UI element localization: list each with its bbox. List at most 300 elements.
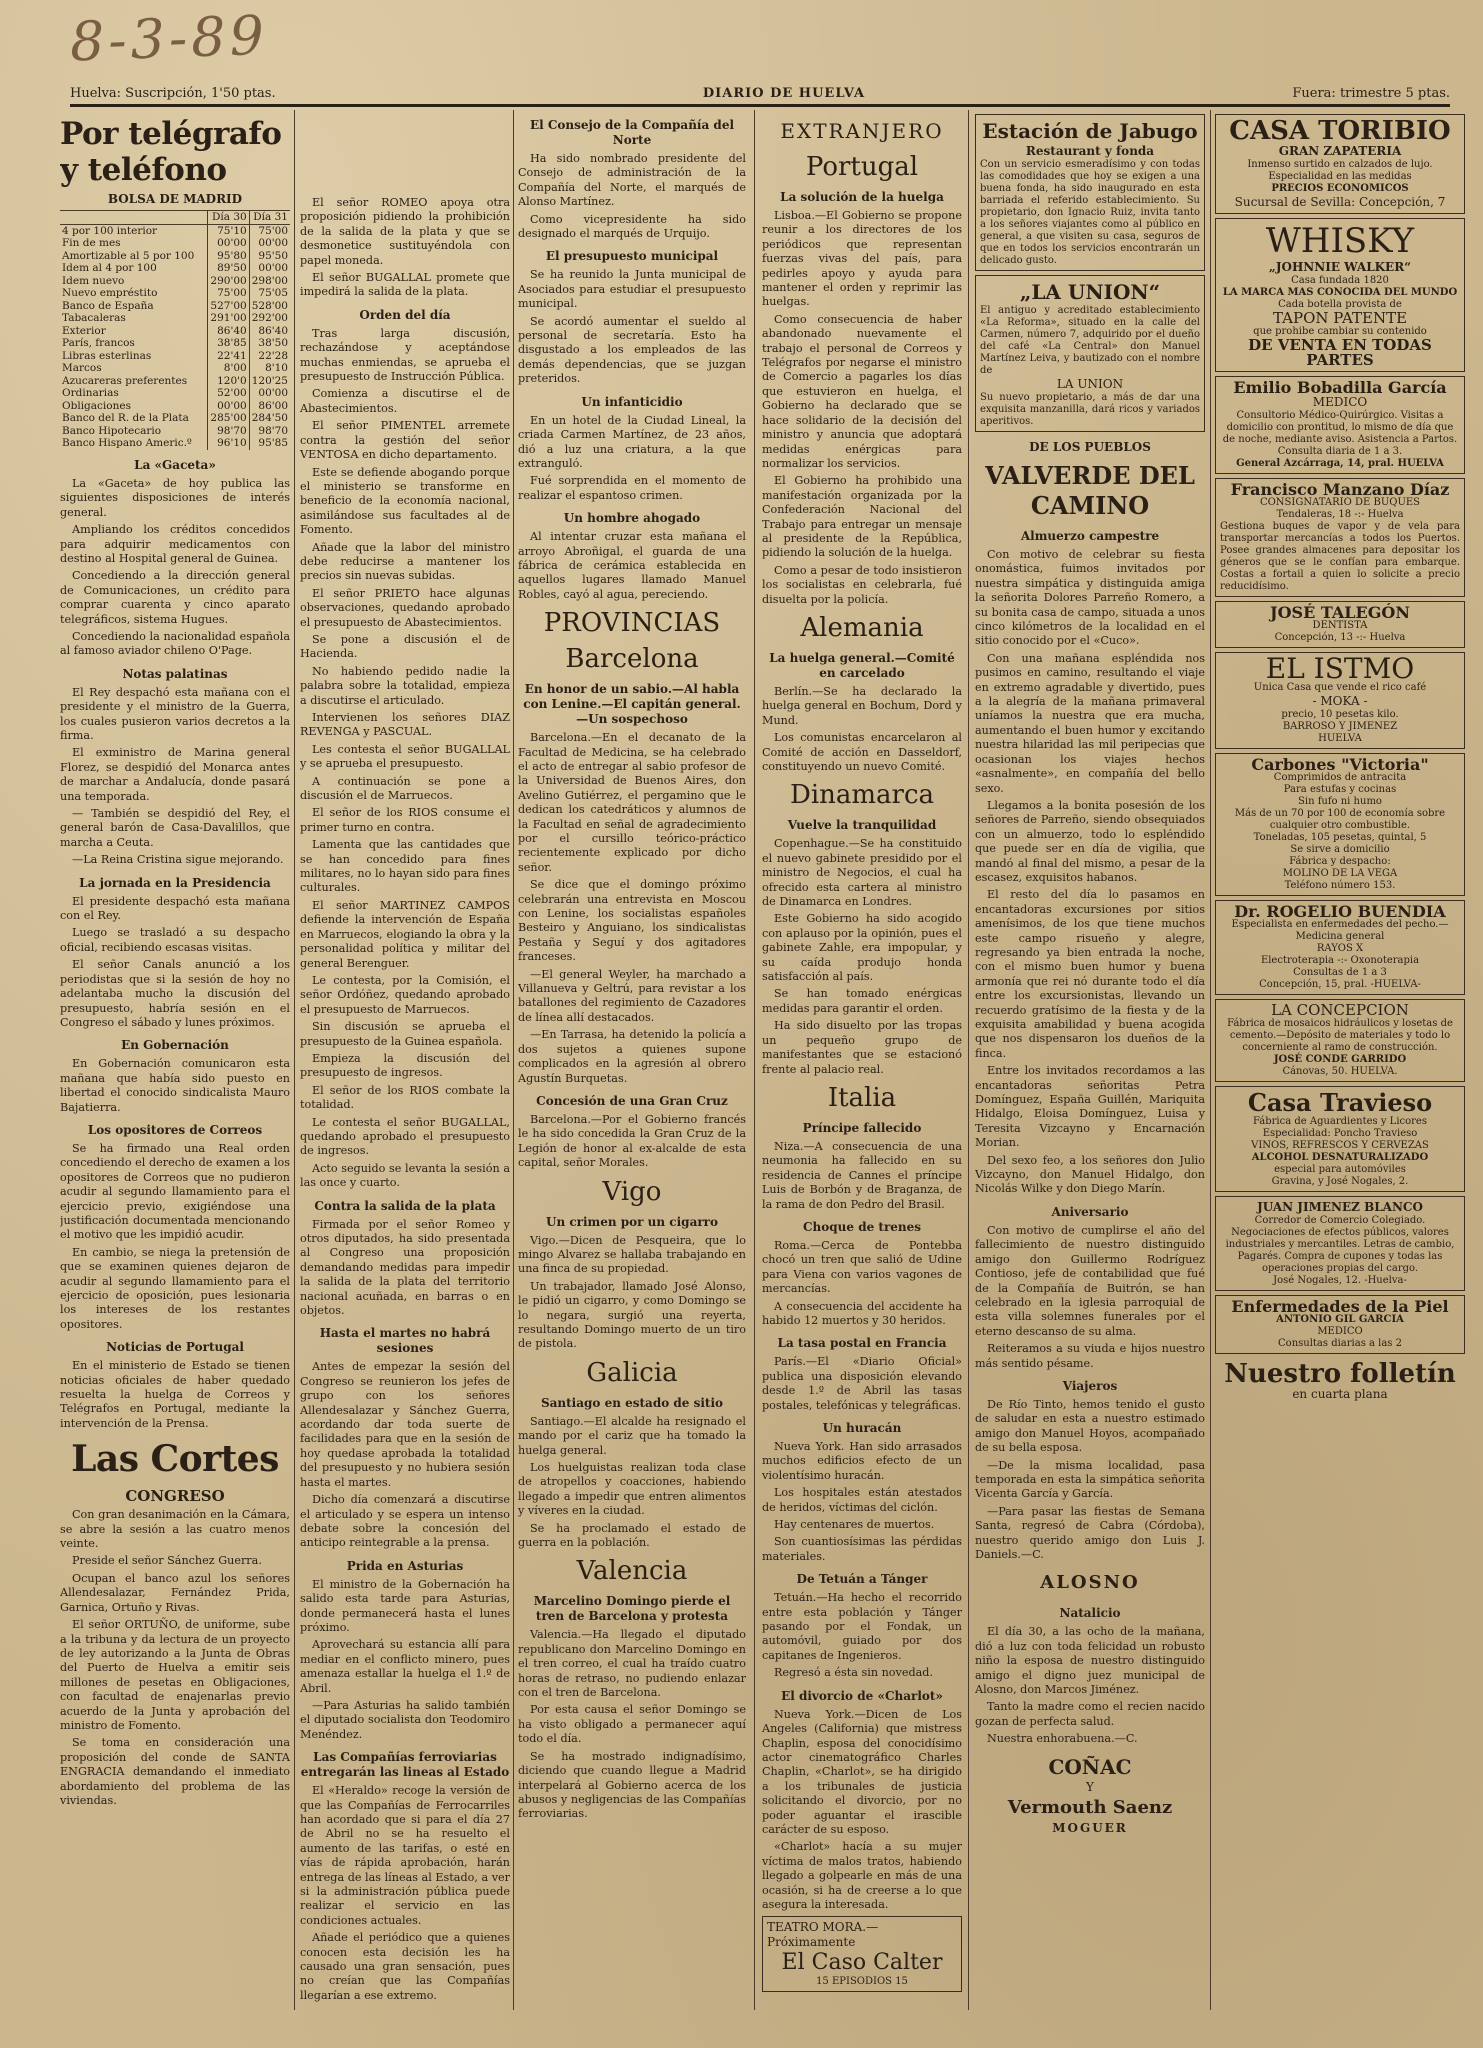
paragraph: El señor MARTINEZ CAMPOS defiende la intervención de España en Marruecos, elogiando la obra y la personalidad política y militar del general Berenguer.: [300, 898, 510, 970]
bolsa-value-cell: 528'00: [249, 300, 290, 313]
masthead-title: DIARIO DE HUELVA: [702, 85, 866, 101]
paragraph: El señor Canals anunció a los periodistas que si la sesión de hoy no adelantaba mucho la discusión del presupuesto, habría sesión en el Congreso el sábado y lunes próximos.: [60, 958, 290, 1029]
section-portugal: Portugal: [805, 152, 919, 182]
paragraph: La «Gaceta» de hoy publica las siguientes disposiciones de interés general.: [60, 476, 290, 519]
paragraph: Ha sido disuelto por las tropas un pequeño grupo de manifestantes que se estacionó frente al palacio real.: [762, 1019, 962, 1076]
paragraph: El señor de los RIOS consume el primer turno en contra.: [300, 806, 510, 834]
headline-cortes: Las Cortes: [71, 1438, 279, 1481]
ad-manzano: [1215, 478, 1465, 597]
bolsa-row: [60, 325, 290, 338]
paragraph: Del sexo feo, a los señores don Julio Vizcayno, don Manuel Hidalgo, don Nicolás Wilke y don Diego Marín.: [975, 1153, 1205, 1196]
paragraph: Firmada por el señor Romeo y otros diputados, ha sido presentada al Congreso una proposición demandando medidas para impedir la salida de la plata del territorio nacional acuñada, en barras o en objetos.: [300, 1217, 510, 1318]
ad-el-istmo: [1215, 652, 1465, 749]
bolsa-value-cell: 8'00: [208, 362, 249, 375]
bolsa-value-cell: 284'50: [249, 412, 290, 425]
ad-carbones-text: Toneladas, 105 pesetas, quintal, 5: [1253, 832, 1427, 843]
ad-travieso-alcohol: ALCOHOL DESNATURALIZADO: [1251, 1152, 1429, 1163]
paragraph: El presidente despachó esta mañana con el Rey.: [60, 894, 290, 923]
bolsa-label-cell: Banco Hipotecario: [62, 424, 162, 437]
column-rule: [513, 110, 514, 2010]
ad-conac-line4: MOGUER: [1052, 1820, 1128, 1835]
bolsa-label-cell: París, francos: [62, 337, 135, 350]
ad-whisky: [1215, 218, 1465, 372]
heading-comite: La huelga general.—Comité en carcelado: [769, 650, 955, 680]
paragraph: El exministro de Marina general Florez, se despidió del Monarca antes de marchar a Andalucía, donde pasará una temporada.: [60, 746, 290, 803]
ad-whisky-text2: Cada botella provista de: [1278, 299, 1402, 310]
paragraph: Se ha firmado una Real orden concediendo el derecho de examen a los opositores de Correos que no pudieron acudir al segundo llamamiento para el ejercicio previo, exigiéndose una justificación documentada mencionando el motivo que les impidió acudir.: [60, 1141, 290, 1242]
handwritten-annotation: 8-3-89: [68, 3, 269, 74]
ad-piel-cons: Consultas diarias a las 2: [1278, 1338, 1402, 1349]
bolsa-value-cell: 291'00: [208, 312, 249, 325]
ad-casa-toribio: [1215, 114, 1465, 214]
bolsa-value-cell: 298'00: [249, 275, 290, 288]
heading-viajeros: Viajeros: [1062, 1378, 1118, 1393]
paragraph: Valencia.—Ha llegado el diputado republicano don Marcelino Domingo en el tren correo, el cual ha traído cuatro horas de retraso, no pudiendo enlazar con el tren de Barcelona.: [518, 1628, 746, 1700]
paragraph: —El general Weyler, ha marchado a Villanueva y Geltrú, para revistar a los batallones del regimiento de Cazadores de línea allí destacados.: [518, 967, 746, 1024]
bolsa-value-cell: 75'00: [208, 287, 249, 300]
ad-talegon: [1215, 601, 1465, 648]
bolsa-label-cell: 4 por 100 interior: [62, 224, 158, 237]
ad-whisky-title: WHISKY: [1265, 221, 1415, 261]
heading-gran-cruz: Concesión de una Gran Cruz: [536, 1093, 728, 1108]
ad-concepcion-address: Cánovas, 50. HUELVA.: [1282, 1066, 1398, 1077]
folletin-sub: en cuarta plana: [1292, 1387, 1388, 1401]
heading-portugal-news: Noticias de Portugal: [106, 1340, 244, 1355]
paragraph: Copenhague.—Se ha constituido el nuevo gabinete presidido por el ministro de Negocios, el cual ha ofrecido esta cartera al ministro de Dinamarca en Londres.: [762, 837, 962, 909]
ad-carbones-text: Se sirve a domicilio: [1290, 844, 1390, 855]
ad-toribio-sub: GRAN ZAPATERIA: [1278, 144, 1402, 158]
paragraph: Un trabajador, llamado José Alonso, le pidió un cigarro, y como Domingo se lo negara, surgió una reyerta, resultando Domingo muerto de un tiro de pistola.: [518, 1279, 746, 1351]
paragraph: Este se defiende abogando porque el ministerio se transforme en beneficio de la economía nacional, asimilándose sus facultades al de Fomento.: [300, 465, 510, 537]
bolsa-value-cell: 75'00: [249, 224, 290, 237]
ad-buendia-name: Dr. ROGELIO BUENDIA: [1234, 902, 1446, 921]
heading-orden-dia: Orden del día: [359, 307, 451, 322]
bolsa-row: [60, 275, 290, 288]
heading-huracan: Un huracán: [822, 1421, 902, 1435]
paragraph: Nueva York.—Dicen de Los Angeles (California) que mistress Chaplin, esposa del conocidísimo actor cinematográfico Charles Chaplin, «Charlot», se ha dirigido a los tribunales de justicia solicitando el divorcio, por no poder aguantar el irascible carácter de su esposo.: [762, 1707, 962, 1836]
column-3: [518, 110, 746, 2020]
ad-jabugo-text: Con un servicio esmeradísimo y con todas las comodidades que hoy se exigen a una buena fonda, ha sido inaugurado en esta barriada el referido establecimiento. Su propietario, don Ignacio Ruiz, invita tanto a los señores viajantes como al público en general, a que visiten su casa, seguros de que en todos los servicios encontrarán un delicado gusto.: [980, 159, 1200, 266]
ad-manzano-name: Francisco Manzano Díaz: [1230, 480, 1450, 499]
bolsa-value-cell: 86'40: [249, 325, 290, 338]
heading-ahogado: Un hombre ahogado: [563, 511, 701, 526]
bolsa-header-row: [60, 211, 290, 225]
paragraph: Barcelona.—En el decanato de la Facultad de Medicina, se ha celebrado el acto de entregar al sabio profesor de la Universidad de Buenos Aires, don Avelino Gutiérrez, el pergamino que le dedican los catedráticos y alumnos de la Facultad en señal de agradecimiento por el cursillo teórico-práctico recientemente explicado por dicho señor.: [518, 731, 746, 874]
bolsa-row: [60, 425, 290, 438]
paragraph: Este Gobierno ha sido acogido con aplauso por la opinión, pues el gabinete Zahle, era impopular, y su caída produjo honda satisfacción al país.: [762, 912, 962, 984]
ad-toribio-sucursal: Sucursal de Sevilla: Concepción, 7: [1234, 195, 1446, 209]
paragraph: Preside el señor Sánchez Guerra.: [72, 1554, 262, 1568]
bolsa-value-cell: 38'50: [249, 337, 290, 350]
column-5: [975, 110, 1205, 2020]
bolsa-value-cell: 00'00: [208, 400, 249, 413]
paragraph: Nueva York. Han sido arrasados muchos edificios efecto de un violentísimo huracán.: [762, 1440, 962, 1482]
heading-martes: Hasta el martes no habrá sesiones: [319, 1326, 491, 1356]
bolsa-row: [60, 400, 290, 413]
bolsa-row: [60, 375, 290, 388]
ad-buendia-rayos: RAYOS X: [1316, 943, 1364, 954]
masthead: [70, 82, 1450, 107]
paragraph: En un hotel de la Ciudad Lineal, la criada Carmen Martínez, de 23 años, dió a luz una criatura, a la que extranguló.: [518, 413, 746, 470]
paragraph: París.—El «Diario Oficial» publica una disposición elevando desde 1.º de Abril las tasas postales, telefónicas y telegráficas.: [762, 1355, 962, 1412]
bolsa-label-cell: Libras esterlinas: [62, 349, 152, 362]
bolsa-value-cell: 527'00: [208, 300, 249, 313]
ad-toribio-precios: PRECIOS ECONOMICOS: [1271, 183, 1409, 194]
bolsa-label-cell: Idem al 4 por 100: [62, 262, 157, 275]
paragraph: El «Heraldo» recoge la versión de que las Compañías de Ferrocarriles han acordado que si para el día 27 de Abril no se ha resuelto el aumento de las tarifas, o esté en vías de rápida aprobación, harán entrega de las líneas al Estado, a ver si la administración pública puede realizar el servicio en las condiciones actuales.: [300, 1784, 510, 1927]
paragraph: Entre los invitados recordamos a las encantadoras señoritas Petra Domínguez, España Guillén, Mariquita Hidalgo, Eloisa Domínguez, Luisa y Teresita Vizcayno y Encarnación Morian.: [975, 1064, 1205, 1150]
heading-congreso: CONGRESO: [125, 1487, 225, 1506]
paragraph: Acto seguido se levanta la sesión a las once y cuarto.: [300, 1161, 510, 1190]
section-extranjero: EXTRANJERO: [780, 119, 944, 143]
heading-presidencia: La jornada en la Presidencia: [79, 875, 271, 890]
ad-jimenez-text: Corredor de Comercio Colegiado. Negociaciones de efectos públicos, valores industriales y mercantiles. Letras de cambio, Pagarés. Compra de cupones y todas las operaciones propias del cargo.: [1225, 1215, 1455, 1274]
section-alosno: ALOSNO: [1040, 1572, 1140, 1594]
ad-talegon-sub: DENTISTA: [1312, 620, 1368, 631]
ad-carbones-text: Comprimidos de antracita: [1273, 772, 1407, 783]
section-pueblos: DE LOS PUEBLOS: [1029, 440, 1151, 454]
ad-carbones-text: Para estufas y cocinas: [1283, 784, 1397, 795]
bolsa-label-cell: Exterior: [62, 324, 106, 337]
ad-conac: [975, 1751, 1205, 1839]
ad-jabugo: [975, 114, 1205, 271]
ad-toribio-text: Inmenso surtido en calzados de lujo. Especialidad en las medidas: [1247, 159, 1433, 182]
heading-natalicio: Natalicio: [1059, 1606, 1121, 1621]
paragraph: Se ha mostrado indignadísimo, diciendo que cuando llegue a Madrid interpelará al Gobierno acerca de los abusos y negligencias de las Compañías ferroviarias.: [518, 1749, 746, 1821]
paragraph: El señor ROMEO apoya otra proposición pidiendo la prohibición de la salida de la plata y que se desmonetice sustituyéndola con papel moneda.: [300, 196, 510, 267]
paragraph: —Para pasar las fiestas de Semana Santa, regresó de Cabra (Córdoba), nuestro querido amigo don Luis J. Daniels.—C.: [975, 1504, 1205, 1561]
paragraph: El día 30, a las ocho de la mañana, dió a luz con toda felicidad un robusto niño la esposa de nuestro distinguido amigo el digno juez municipal de Alosno, don Marcos Jiménez.: [975, 1625, 1205, 1697]
column-4: [762, 110, 962, 2020]
ad-istmo-text: Unica Casa que vende el rico café: [1253, 682, 1427, 693]
heading-sabio: En honor de un sabio.—Al habla con Lenine.—El capitán general.—Un sospechoso: [523, 682, 741, 727]
ad-piel-doctor: ANTONIO GIL GARCIA: [1276, 1314, 1404, 1325]
paragraph: Le contesta el señor BUGALLAL, quedando aprobado el presupuesto de ingresos.: [300, 1115, 510, 1158]
ad-travieso-name: Casa Travieso: [1247, 1088, 1433, 1117]
ad-teatro-title: El Caso Calter: [781, 1950, 943, 1976]
heading-tasa-postal: La tasa postal en Francia: [777, 1336, 947, 1351]
bolsa-value-cell: 292'00: [249, 312, 290, 325]
ad-carbones-text: Fábrica y despacho:: [1289, 856, 1391, 867]
headline-telegrafo: Por telégrafo y teléfono: [60, 116, 282, 188]
ad-bobadilla-text: Consultorio Médico-Quirúrgico. Visitas a domicilio con prontitud, lo mismo de día que de noche, mediante aviso. Asistencia a Partos. Consulta diaria de 1 a 3.: [1222, 410, 1458, 457]
column-2: [300, 110, 510, 2020]
paragraph: Con motivo de celebrar su fiesta onomástica, fuimos invitados por nuestra simpática y distinguida amiga la señorita Dolores Parreño Romero, a su bonita casa de campo, situada a unos cinco kilómetros de la localidad en el sitio conocido por el «Cuco».: [975, 548, 1205, 648]
ad-teatro-mora: [762, 1916, 962, 1992]
paragraph: Se han tomado enérgicas medidas para garantir el orden.: [762, 987, 962, 1015]
ad-whisky-brand: „JOHNNIE WALKER“: [1268, 260, 1412, 274]
paragraph: Se ha reunido la Junta municipal de Asociados para estudiar el presupuesto municipal.: [518, 268, 746, 311]
ad-teatro-label: TEATRO MORA.—Próximamente: [767, 1920, 879, 1950]
bolsa-row: [60, 412, 290, 425]
bolsa-value-cell: 52'00: [208, 387, 249, 400]
bolsa-value-cell: 96'10: [208, 437, 249, 450]
heading-presupuesto-municipal: El presupuesto municipal: [545, 249, 719, 264]
section-provincias: PROVINCIAS: [543, 608, 721, 639]
ad-buendia-address: Concepción, 15, pral. -HUELVA-: [1259, 979, 1421, 990]
ad-carbones-text: Más de un 70 por 100 de economía sobre cualquier otro combustible.: [1234, 808, 1446, 831]
ad-conac-line2: Y: [1086, 1779, 1094, 1794]
ad-la-union: [975, 275, 1205, 432]
ad-toribio-name: CASA TORIBIO: [1229, 116, 1451, 146]
bolsa-value-cell: 98'70: [249, 425, 290, 438]
bolsa-label-cell: Banco del R. de la Plata: [62, 412, 189, 425]
ad-manzano-text: Gestiona buques de vapor y de vela para transportar mercancías a todos los Puertos. Posee grandes almacenes para depositar los géneros que se le confían para embarque. Costas a fortail a quien lo solicite a precio reducidísimo.: [1220, 521, 1460, 592]
heading-principe: Príncipe fallecido: [802, 1120, 922, 1135]
bolsa-label-cell: Ordinarias: [62, 387, 119, 400]
bolsa-label-cell: Amortizable al 5 por 100: [62, 249, 195, 262]
ad-manzano-sub: CONSIGNATARIO DE BUQUES: [1259, 497, 1421, 508]
ad-istmo-owner: BARROSO Y JIMENEZ: [1282, 721, 1398, 732]
ad-carbones-text: Teléfono número 153.: [1284, 880, 1396, 891]
paragraph: Tetuán.—Ha hecho el recorrido entre esta población y Tánger pasando por el Fondak, un automóvil, guiado por dos capitanes de Ingenieros.: [762, 1591, 962, 1662]
paragraph: Ampliando los créditos concedidos para adquirir medicamentos con destino al Hospital general de Guinea.: [60, 523, 290, 565]
paragraph: Lisboa.—El Gobierno se propone reunir a los directores de los periódicos que representan fuerzas vivas del país, para pedirles apoyo y ayuda para mantener el orden y reprimir las huelgas.: [762, 209, 962, 309]
ad-carbones: [1215, 753, 1465, 896]
ad-whisky-text1: LA MARCA MAS CONOCIDA DEL MUNDO: [1222, 287, 1458, 298]
bolsa-value-cell: 22'28: [249, 350, 290, 363]
bolsa-value-cell: 120'0: [208, 375, 249, 388]
bolsa-row: [60, 387, 290, 400]
heading-almuerzo: Almuerzo campestre: [1020, 529, 1160, 543]
bolsa-row: [60, 362, 290, 375]
heading-huelga: La solución de la huelga: [780, 190, 944, 204]
ad-union-text: El antiguo y acreditado establecimiento «La Reforma», situado en la calle del Carmen, número 7, adquirido por el dueño del café «La Central» don Manuel Martínez Leiva, y bautizado con el nombre de: [980, 305, 1200, 376]
heading-ferroviarias: Las Compañías ferroviarias entregarán las lineas al Estado: [300, 1750, 510, 1780]
ad-buendia-elec: Electroterapia -:- Oxonoterapia: [1260, 955, 1420, 966]
paragraph: Tanto la madre como el recien nacido gozan de perfecta salud.: [975, 1700, 1205, 1728]
bolsa-value-cell: 89'50: [208, 262, 249, 275]
bolsa-value-cell: 95'50: [249, 250, 290, 263]
paragraph: Por esta causa el señor Domingo se ha visto obligado a permanecer aquí todo el día.: [518, 1703, 746, 1746]
paragraph: En cambio, se niega la pretensión de que se examinen quienes dejaron de acudir al segundo llamamiento para el ejercicio de oposición, pues lesionaria los intereses de los restantes opositores.: [60, 1245, 290, 1331]
ad-la-concepcion: [1215, 999, 1465, 1082]
bolsa-value-cell: 285'00: [208, 412, 249, 425]
paragraph: El Rey despachó esta mañana con el presidente y el ministro de la Guerra, los cuales pusieron varios decretos a la firma.: [60, 685, 290, 742]
bolsa-title: BOLSA DE MADRID: [107, 192, 243, 206]
bolsa-value-cell: 38'85: [208, 337, 249, 350]
ad-manzano-address: Tendaleras, 18 -:- Huelva: [1276, 509, 1404, 520]
bolsa-header-cell: [60, 211, 208, 225]
paragraph: Nuestra enhorabuena.—C.: [987, 1732, 1138, 1746]
paragraph: El señor ORTUÑO, de uniforme, sube a la tribuna y da lectura de un proyecto de ley autorizando a la Junta de Obras del Puerto de Huelva a emitir seis millones de pesetas en Obligaciones, con facultad de enajenarlas previo acuerdo de la Junta y aprobación del ministro de Fomento.: [60, 1618, 290, 1732]
paragraph: Lamenta que las cantidades que se han concedido para fines militares, no lo hayan sido para fines culturales.: [300, 838, 510, 895]
paragraph: Roma.—Cerca de Pontebba chocó un tren que salió de Udine para Viena con varios vagones de mercancías.: [762, 1238, 962, 1296]
ad-buendia-cons: Consultas de 1 a 3: [1293, 967, 1387, 978]
ad-travieso-address: Gravina, y José Nogales, 2.: [1271, 1176, 1409, 1187]
paragraph: Como vicepresidente ha sido designado el marqués de Urquijo.: [518, 212, 746, 241]
paragraph: Sin discusión se aprueba el presupuesto de la Guinea española.: [300, 1020, 510, 1048]
paragraph: Como consecuencia de haber abandonado nuevamente el trabajo el personal de Correos y Telégrafos por negarse el ministro de Comercio a pagarles los días que estuvieron en huelga, el Gobierno ha declarado que se hace solidario de la decisión del ministro y anuncia que adoptará medidas enérgicas para normalizar los servicios.: [762, 312, 962, 470]
paragraph: Intervienen los señores DIAZ REVENGA y PASCUAL.: [300, 711, 510, 739]
bolsa-row: [60, 237, 290, 250]
section-galicia: Galicia: [586, 1357, 678, 1388]
ad-bobadilla-name: Emilio Bobadilla García: [1233, 378, 1447, 397]
bolsa-value-cell: 00'00: [249, 387, 290, 400]
paragraph: Se ha proclamado el estado de guerra en la población.: [518, 1521, 746, 1550]
paragraph: Concediendo la nacionalidad española al famoso aviador chileno O'Page.: [60, 629, 290, 658]
paragraph: —En Tarrasa, ha detenido la policía a dos sujetos a quienes supone complicados en la agresión al obrero Agustín Burquetas.: [518, 1028, 746, 1085]
paragraph: Antes de empezar la sesión del Congreso se reunieron los jefes de grupo con los señores Allendesalazar y Sánchez Guerra, acordando dar toda suerte de facilidades para que en la sesión de hoy quedase aprobada la totalidad del presupuesto y no hubiera sesión hasta el martes.: [300, 1360, 510, 1489]
section-valverde: VALVERDE DEL CAMINO: [985, 461, 1195, 520]
bolsa-label-cell: Marcos: [62, 362, 102, 375]
paragraph: A continuación se pone a discusión el de Marruecos.: [300, 774, 510, 803]
paragraph: — También se despidió del Rey, el general barón de Casa-Davalillos, que marcha a Ceuta.: [60, 807, 290, 849]
paragraph: Les contesta el señor BUGALLAL y se aprueba el presupuesto.: [300, 742, 510, 771]
section-italia: Italia: [827, 1082, 897, 1113]
paragraph: En el ministerio de Estado se tienen noticias oficiales de haber quedado resuelta la huelga de Correos y Telégrafos en Portugal, mediante la intervención de la Prensa.: [60, 1359, 290, 1430]
heading-consejo-norte: El Consejo de la Compañía del Norte: [529, 118, 735, 147]
bolsa-value-cell: 98'70: [208, 425, 249, 438]
bolsa-value-cell: 00'00: [249, 262, 290, 275]
paragraph: Dicho día comenzará a discutirse el articulado y se espera un intenso debate sobre la concesión del anticipo reintegrable a la prensa.: [300, 1493, 510, 1550]
paragraph: Aprovechará su estancia allí para mediar en el conflicto minero, pues amenaza estallar la huelga el 1.º de Abril.: [300, 1638, 510, 1695]
bolsa-value-cell: 95'85: [249, 437, 290, 450]
paragraph: Fué sorprendida en el momento de realizar el espantoso crimen.: [518, 474, 746, 502]
paragraph: Luego se trasladó a su despacho oficial, recibiendo escasas visitas.: [60, 926, 290, 954]
ad-concepcion-name: LA CONCEPCION: [1271, 1001, 1409, 1019]
heading-notas-palatinas: Notas palatinas: [122, 666, 228, 681]
heading-estado-sitio: Santiago en estado de sitio: [540, 1395, 724, 1410]
heading-opositores: Los opositores de Correos: [87, 1122, 263, 1137]
paragraph: Al intentar cruzar esta mañana el arroyo Abroñigal, el guarda de una fábrica de cerámica establecida en aquellos lugares llamado Manuel Robles, cayó al agua, pereciendo.: [518, 530, 746, 601]
column-rule: [754, 110, 755, 2010]
ad-jabugo-title: Estación de Jabugo: [982, 119, 1198, 143]
heading-cigarro: Un crimen por un cigarro: [546, 1214, 718, 1229]
bolsa-value-cell: 120'25: [249, 375, 290, 388]
bolsa-label-cell: Banco de España: [62, 299, 154, 312]
paragraph: El señor BUGALLAL promete que impedirá la salida de la plata.: [300, 271, 510, 299]
bolsa-value-cell: 75'10: [208, 224, 249, 237]
paragraph: —Para Asturias ha salido también el diputado socialista don Teodomiro Menéndez.: [300, 1698, 510, 1741]
paragraph: De Río Tinto, hemos tenido el gusto de saludar en esta a nuestro estimado amigo don Manuel Hoyos, acompañado de su bella esposa.: [975, 1397, 1205, 1455]
paragraph: El Gobierno ha prohibido una manifestación organizada por la Confederación Nacional del Trabajo para entregar un mensaje al presidente de la República, pidiendo la solución de la huelga.: [762, 474, 962, 560]
paragraph: A consecuencia del accidente ha habido 12 muertos y 30 heridos.: [762, 1299, 962, 1327]
bolsa-label-cell: Nuevo empréstito: [62, 287, 158, 300]
ad-piel-title: Enfermedades de la Piel: [1231, 1297, 1449, 1316]
bolsa-row: [60, 300, 290, 313]
paragraph: Añade el periódico que a quienes conocen esta decisión les ha causado una gran sensación, pues no creían que las Compañías llegarían a ese extremo.: [300, 1931, 510, 2002]
ad-concepcion-text: Fábrica de mosaicos hidráulicos y losetas de cemento.—Depósito de materiales y todo lo concerniente al ramo de construcción.: [1227, 1018, 1453, 1053]
paragraph: En Gobernación comunicaron esta mañana que había sido puesto en libertad el conocido sindicalista Mauro Bajatierra.: [60, 1057, 290, 1114]
paragraph: Llegamos a la bonita posesión de los señores de Parreño, siendo obsequiados con un almuerzo, todo lo espléndido que puede ser en día de vigilia, que mandó al final del mismo, a pesar de la escasez, exquisitos habanos.: [975, 798, 1205, 884]
paragraph: Concediendo a la dirección general de Comunicaciones, un crédito para comprar cuarenta y cinco aparato telegráficos, sistema Hugues.: [60, 569, 290, 626]
paragraph: Son cuantiosísimas las pérdidas materiales.: [762, 1535, 962, 1563]
paragraph: —La Reina Cristina sigue mejorando.: [72, 853, 284, 867]
bolsa-value-cell: 290'00: [208, 275, 249, 288]
ad-whisky-text3: que prohibe cambiar su contenido: [1253, 326, 1427, 337]
ad-union-title: „LA UNION“: [1019, 280, 1161, 304]
bolsa-header-cell: Día 31: [249, 211, 290, 225]
column-rule: [968, 110, 969, 2010]
heading-infanticidio: Un infanticidio: [581, 394, 683, 409]
bolsa-label-cell: Azucareras preferentes: [62, 374, 188, 387]
ad-folletin: [1215, 1358, 1465, 1405]
bolsa-value-cell: 22'41: [208, 350, 249, 363]
masthead-subscription-local: Huelva: Suscripción, 1'50 ptas.: [70, 85, 276, 101]
paragraph: Los huelguistas realizan toda clase de atropellos y coacciones, habiendo llegado a impedir que entren alimentos y víveres en la ciudad.: [518, 1461, 746, 1518]
bolsa-header-cell: Día 30: [208, 211, 249, 225]
ad-bobadilla-sub: MEDICO: [1312, 395, 1368, 409]
ad-piel-sub: MEDICO: [1317, 1326, 1363, 1337]
ad-jimenez: [1215, 1196, 1465, 1291]
heading-choque-trenes: Choque de trenes: [802, 1219, 922, 1234]
paragraph: Con una mañana espléndida nos pusimos en camino, resultando el viaje en extremo agradable y divertido, pues a la alegría de la mañana primaveral uníamos la nuestra que era mucha, aumentando el buen humor y excitando nuestra hilaridad las mil peripecias que ocasionan los viajes hechos «asnalmente», en compañía del bello sexo.: [975, 651, 1205, 795]
paragraph: El señor PRIETO hace algunas observaciones, quedando aprobado el presupuesto de Abastecimientos.: [300, 586, 510, 629]
paragraph: —De la misma localidad, pasa temporada en esta la simpática señorita Vicenta García y García.: [975, 1458, 1205, 1501]
heading-tranquilidad: Vuelve la tranquilidad: [787, 818, 937, 833]
bolsa-label-cell: Fin de mes: [62, 237, 121, 250]
ad-istmo-city: HUELVA: [1318, 733, 1362, 744]
paragraph: Berlín.—Se ha declarado la huelga general en Bochum, Dord y Mund.: [762, 684, 962, 727]
bolsa-label-cell: Idem nuevo: [62, 274, 125, 287]
folletin-title: Nuestro folletín: [1224, 1359, 1456, 1389]
section-alemania: Alemania: [800, 612, 924, 643]
paragraph: Ha sido nombrado presidente del Consejo de administración de la Compañía del Norte, el marqués de Alonso Martínez.: [518, 152, 746, 209]
paragraph: Tras larga discusión, rechazándose y aceptándose muchas enmiendas, se aprueba el presupuesto de Instrucción Pública.: [300, 326, 510, 384]
bolsa-row: [60, 287, 290, 300]
heading-aniversario: Aniversario: [1051, 1204, 1129, 1219]
heading-tanger: De Tetuán a Tánger: [796, 1572, 928, 1587]
paragraph: Reiteramos a su viuda e hijos nuestro más sentido pésame.: [975, 1342, 1205, 1370]
paragraph: Como a pesar de todo insistieron los socialistas en celebrarla, fué disuelta por la policía.: [762, 563, 962, 606]
bolsa-row: [60, 312, 290, 325]
ad-conac-line1: COÑAC: [1048, 1754, 1132, 1779]
ad-casa-travieso: [1215, 1086, 1465, 1192]
bolsa-value-cell: 75'05: [249, 287, 290, 300]
ad-jimenez-address: José Nogales, 12. -Huelva-: [1273, 1275, 1407, 1286]
ad-jimenez-name: JUAN JIMENEZ BLANCO: [1257, 1200, 1423, 1214]
paragraph: «Charlot» hacía a su mujer víctima de malos tratos, habiendo llegado a golpearle en más de una ocasión, si ha de creerse a lo que asegura la interesada.: [762, 1840, 962, 1911]
ad-jabugo-sub: Restaurant y fonda: [1025, 144, 1155, 158]
ad-istmo-moka: - MOKA -: [1312, 694, 1368, 708]
ad-union-name: LA UNION: [1056, 377, 1124, 391]
section-dinamarca: Dinamarca: [789, 780, 935, 811]
paragraph: Comienza a discutirse el de Abastecimientos.: [300, 387, 510, 415]
paragraph: Santiago.—El alcalde ha resignado el mando por el cariz que ha tomado la huelga general.: [518, 1414, 746, 1457]
bolsa-row: [60, 250, 290, 263]
bolsa-row: [60, 224, 290, 237]
ad-carbones-name: Carbones "Victoria": [1251, 755, 1429, 774]
ad-teatro-episodes: 15 EPISODIOS 15: [816, 1976, 908, 1988]
paragraph: Añade que la labor del ministro debe reducirse a mantener los precios sin nuevas subidas.: [300, 540, 510, 583]
paragraph: Empieza la discusión del presupuesto de ingresos.: [300, 1051, 510, 1080]
heading-domingo: Marcelino Domingo pierde el tren de Barcelona y protesta: [533, 1594, 731, 1624]
bolsa-value-cell: 00'00: [208, 237, 249, 250]
ad-travieso-vinos: VINOS, REFRESCOS Y CERVEZAS: [1251, 1140, 1429, 1151]
ad-talegon-address: Concepción, 13 -:- Huelva: [1274, 632, 1406, 643]
heading-charlot: El divorcio de «Charlot»: [781, 1688, 943, 1703]
paragraph: Los comunistas encarcelaron al Comité de acción en Dasseldorf, constituyendo un nuevo Comité.: [762, 731, 962, 773]
masthead-subscription-outside: Fuera: trimestre 5 ptas.: [1292, 85, 1450, 101]
ad-piel: [1215, 1295, 1465, 1354]
ad-travieso-auto: especial para automóviles: [1274, 1164, 1406, 1175]
ad-buendia-text: Especialista en enfermedades del pecho.—Medicina general: [1231, 919, 1449, 942]
bolsa-value-cell: 86'00: [249, 400, 290, 413]
paragraph: Regresó a ésta sin novedad.: [774, 1666, 934, 1680]
paragraph: Barcelona.—Por el Gobierno francés le ha sido concedida la Gran Cruz de la Legión de honor al ex-alcalde de esta capital, señor Morales.: [518, 1112, 746, 1170]
bolsa-value-cell: 86'40: [208, 325, 249, 338]
paragraph: El ministro de la Gobernación ha salido esta tarde para Asturias, donde permanecerá hasta el lunes próximo.: [300, 1577, 510, 1634]
bolsa-table: [60, 210, 290, 450]
paragraph: Niza.—A consecuencia de una neumonia ha fallecido en su residencia de Cannes el príncipe Luis de Borbón y de Braganza, de la rama de don Pedro del Brasil.: [762, 1139, 962, 1211]
section-vigo: Vigo: [602, 1176, 662, 1207]
heading-gobernacion: En Gobernación: [121, 1038, 229, 1053]
bolsa-row: [60, 262, 290, 275]
section-valencia: Valencia: [576, 1556, 688, 1587]
heading-prida: Prida en Asturias: [346, 1558, 464, 1573]
ad-union-text2: Su nuevo propietario, a más de dar una exquisita manzanilla, dará ricos y variados aperitivos.: [980, 392, 1200, 427]
